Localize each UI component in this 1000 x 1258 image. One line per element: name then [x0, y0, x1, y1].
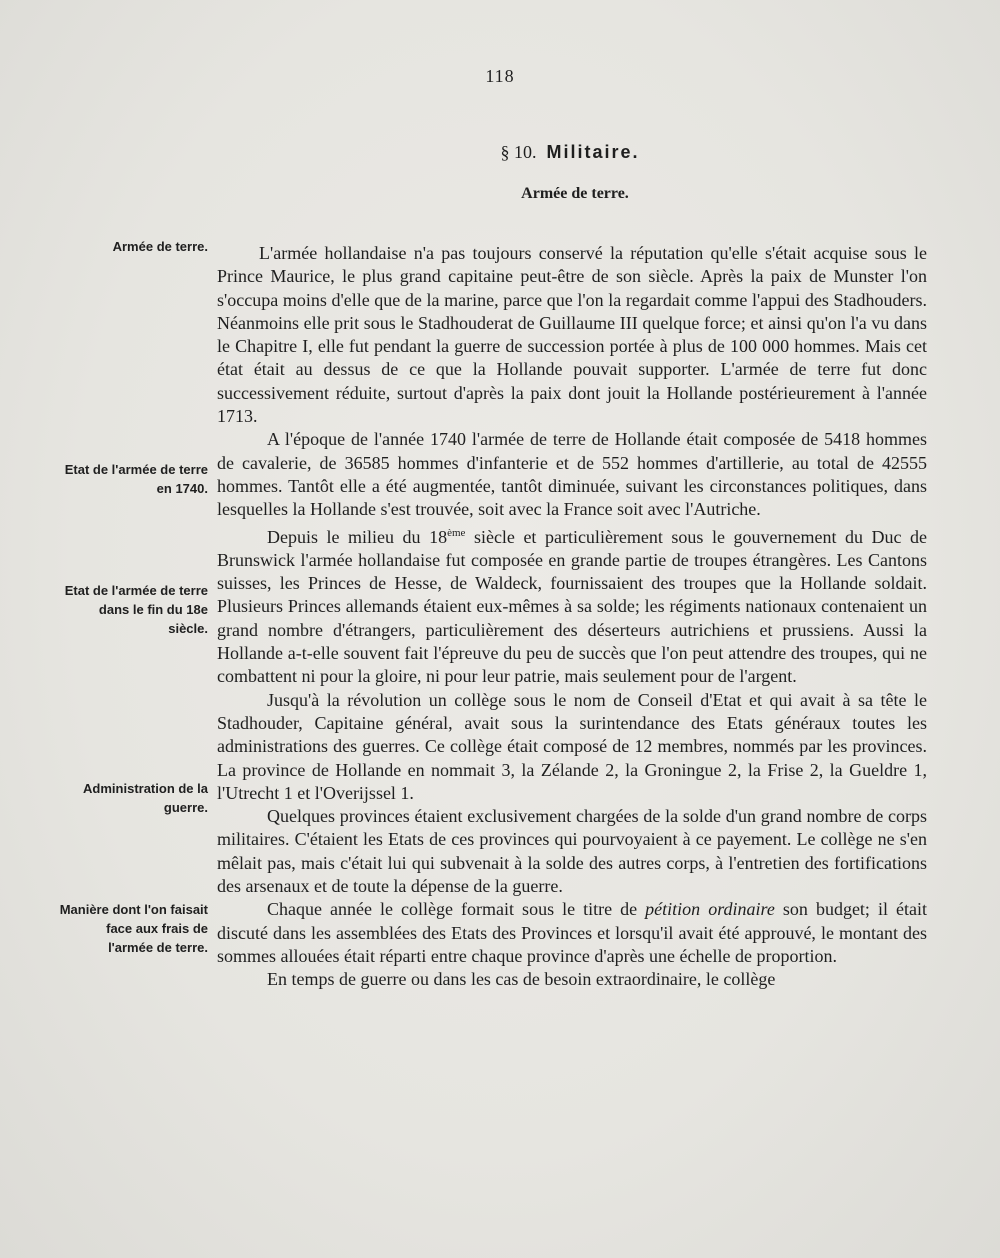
paragraph-7: En temps de guerre ou dans les cas de besoin extraordinaire, le collège: [267, 969, 776, 990]
subsection-title: Armée de terre.: [521, 185, 629, 202]
page-number: 118: [485, 66, 515, 86]
margin-note-armee: Armée de terre.: [112, 239, 208, 254]
paragraph-4: Jusqu'à la révolution un collège sous le nom de Conseil d'Etat et qui avait à sa tête le Stadhouder, Capitaine général, avait sous la surintendance des Etats généraux toutes les administrations des guerres. Ce collège était composé de 12 membres, nommés par les provinces. La province de Hollande en nommait 3, la Zélande 2, la Groningue 2, la Frise 2, la Gueldre 1, l'Utrecht 1 et l'Overijssel 1.: [217, 689, 927, 803]
paragraph-6-italic: pétition ordinaire: [645, 899, 775, 920]
margin-note-etat-1740: Etat de l'armée de terre en 1740.: [64, 462, 208, 496]
paragraph-6-start: Chaque année le collège formait sous le titre de: [267, 899, 646, 920]
paragraph-2: A l'époque de l'année 1740 l'armée de terre de Hollande était composée de 5418 hommes de cavalerie, de 36585 hommes d'infanterie et de 552 hommes d'artillerie, au total de 42555 hommes. Tantôt elle a été augmentée, tantôt diminuée, suivant les circonstances politiques, dans lesquelles la Hollande s'est trouvée, soit avec la France soit avec l'Autriche.: [217, 429, 927, 520]
paragraph-6: [217, 898, 927, 968]
body-text: [217, 242, 927, 992]
paragraph-5: Quelques provinces étaient exclusivement chargées de la solde d'un grand nombre de corps militaires. C'étaient les Etats de ces provinces qui pourvoyaient à ce payement. Le collège ne s'en mêlait pas, mais c'était lui qui subvenait à la solde des autres corps, à l'entretien des fortifications des arsenaux et de toute la dépense de la guerre.: [217, 806, 927, 897]
paragraph-6-rest: son budget; il était discuté dans les assemblées des Etats des Provinces et lorsqu'il avait été approuvé, le montant des sommes allouées était réparti entre chaque province d'après une échelle de proportion.: [217, 899, 927, 966]
section-heading: [0, 142, 1000, 163]
paragraph-3-superscript: ème: [447, 526, 466, 539]
paragraph-1: L'armée hollandaise n'a pas toujours conservé la réputation qu'elle s'était acquise sous le Prince Maurice, le plus grand capitaine peut-être de son siècle. Après la paix de Munster l'on s'occupa moins d'elle que de la marine, parce que l'on la regardait comme l'appui des Stadhouders. Néanmoins elle prit sous le Stadhouderat de Guillaume III quelque force; et ainsi qu'on l'a vu dans le Chapitre I, elle fut pendant la guerre de succession portée à plus de 100 000 hommes. Mais cet état était au dessus de ce que la Hollande pouvait supporter. L'armée de terre fut donc successivement réduite, surtout d'après la paix dont jouit la Hollande postérieurement à l'année 1713.: [217, 243, 927, 427]
paragraph-3: [217, 522, 927, 689]
section-number: § 10.: [500, 142, 537, 162]
margin-note-frais: Manière dont l'on faisait face aux frais de l'armée de terre.: [59, 902, 208, 955]
margin-note-etat-18e: Etat de l'armée de terre dans le fin du 18e siècle.: [64, 583, 208, 636]
section-title: Militaire.: [546, 142, 640, 162]
paragraph-3-start: Depuis le milieu du 18: [267, 526, 448, 547]
margin-note-administration: Administration de la guerre.: [83, 781, 208, 815]
paragraph-3-rest: siècle et particulièrement sous le gouvernement du Duc de Brunswick l'armée hollandaise fut composée en grande partie de troupes étrangères. Les Cantons suisses, les Princes de Hesse, de Waldeck, fournissaient des troupes que la Hollande soldait. Plusieurs Princes allemands étaient eux-mêmes à sa solde; les régiments nationaux contenaient un grand nombre d'étrangers, particulièrement des déserteurs autrichiens et prussiens. Aussi la Hollande a-t-elle souvent fait l'épreuve du peu de succès que l'on peut attendre des troupes, qui ne combattent ni pour la gloire, ni pour leur patrie, mais seulement pour de l'argent.: [217, 526, 927, 687]
